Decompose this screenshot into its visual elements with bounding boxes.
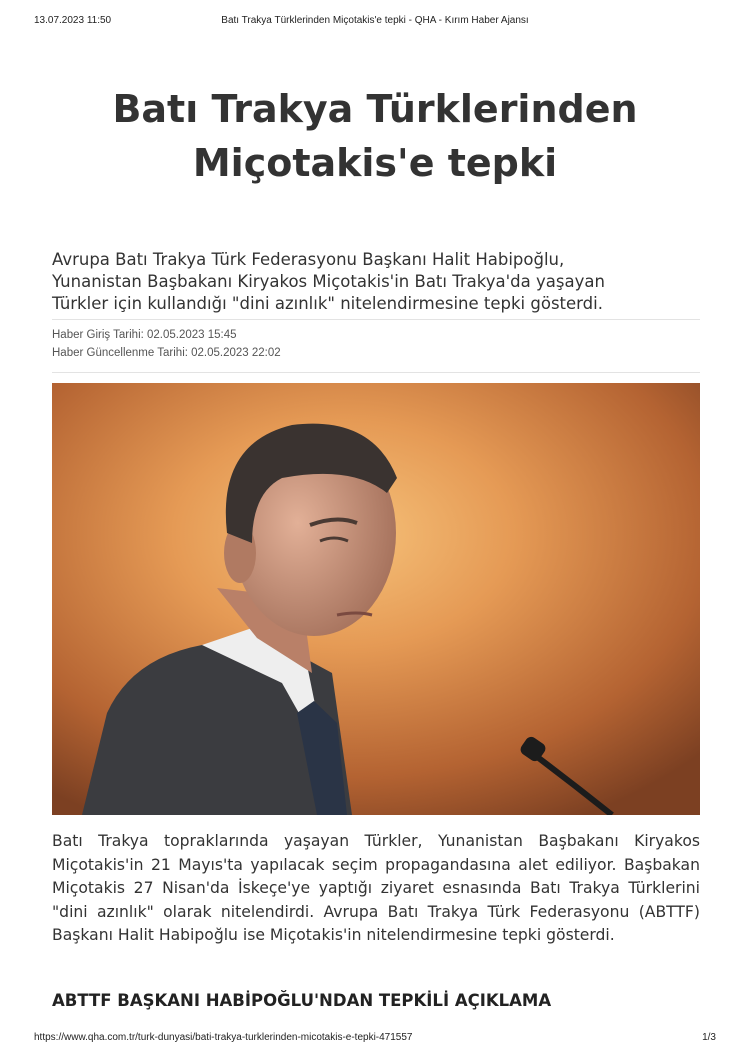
lead-line-1: Avrupa Batı Trakya Türk Federasyonu Başkanı Halit Habipoğlu,	[52, 250, 565, 269]
article-lead	[52, 249, 712, 315]
published-date: Haber Giriş Tarihi: 02.05.2023 15:45	[52, 329, 237, 341]
article-photo	[52, 383, 700, 815]
print-page-title: Batı Trakya Türklerinden Miçotakis'e tepki - QHA - Kırım Haber Ajansı	[221, 15, 529, 26]
print-url[interactable]: https://www.qha.com.tr/turk-dunyasi/bati-trakya-turklerinden-micotakis-e-tepki-471557	[34, 1032, 413, 1043]
article-body: Batı Trakya topraklarında yaşayan Türkler, Yunanistan Başbakanı Kiryakos Miçotakis'in 21 Mayıs'ta yapılacak seçim propagandasına alet ediliyor. Başbakan Miçotakis 27 Nisan'da İskeçe'ye yaptığı ziyaret esnasında Batı Trakya Türklerini "dini azınlık" olarak nitelendirdi. Avrupa Batı Trakya Türk Federasyonu (ABTTF) Başkanı Halit Habipoğlu ise Miçotakis'in nitelendirmesine tepki gösterdi.	[52, 832, 700, 944]
article-title	[40, 82, 710, 190]
lead-line-3: Türkler için kullandığı "dini azınlık" nitelendirmesine tepki gösterdi.	[52, 294, 603, 313]
article-subheading: ABTTF BAŞKANI HABİPOĞLU'NDAN TEPKİLİ AÇIKLAMA	[52, 991, 552, 1010]
article-title-line-1: Batı Trakya Türklerinden	[112, 87, 638, 131]
updated-date: Haber Güncellenme Tarihi: 02.05.2023 22:02	[52, 347, 281, 359]
article-title-line-2: Miçotakis'e tepki	[192, 141, 558, 185]
lead-line-2: Yunanistan Başbakanı Kiryakos Miçotakis'in Batı Trakya'da yaşayan	[52, 272, 605, 291]
print-date: 13.07.2023 11:50	[34, 15, 112, 26]
article-dates	[52, 319, 700, 373]
print-header	[0, 15, 750, 29]
page-number: 1/3	[702, 1032, 716, 1043]
